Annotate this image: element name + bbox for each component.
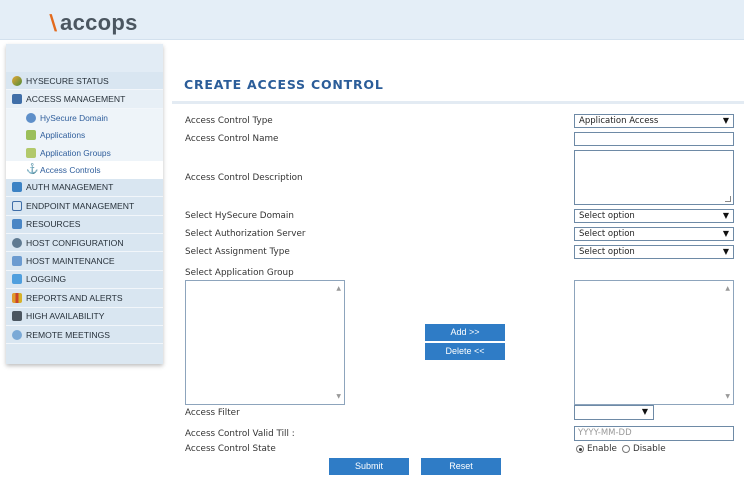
sidebar-subitem-access-controls[interactable] — [6, 161, 163, 179]
globe-icon — [26, 113, 36, 123]
anchor-icon: ⚓ — [26, 164, 39, 176]
title-divider — [172, 101, 744, 104]
label-access-filter: Access Filter — [185, 408, 240, 418]
resize-grip-icon[interactable] — [725, 196, 731, 202]
access-control-type-select[interactable] — [574, 114, 734, 128]
label-access-control-description: Access Control Description — [185, 173, 303, 183]
tools-icon — [12, 256, 22, 266]
sidebar-subitem-label: Applications — [40, 130, 86, 141]
delete-button[interactable]: Delete << — [425, 343, 505, 360]
sidebar-subitem-label: Application Groups — [40, 147, 111, 158]
log-icon — [12, 274, 22, 284]
sidebar-item-label: AUTH MANAGEMENT — [26, 182, 114, 193]
enable-radio-label: Enable — [587, 444, 617, 454]
chart-icon — [12, 293, 22, 303]
logo-text: accops — [60, 10, 138, 35]
sidebar-item-label: REPORTS AND ALERTS — [26, 292, 123, 303]
sidebar-item-label: LOGGING — [26, 274, 67, 285]
reset-button[interactable]: Reset — [421, 458, 501, 475]
dropdown-arrow-icon: ▼ — [722, 247, 729, 256]
sidebar-item-resources[interactable] — [6, 216, 163, 234]
access-control-name-input[interactable] — [574, 132, 734, 146]
label-application-group: Select Application Group — [185, 268, 294, 278]
scroll-up-icon[interactable]: ▲ — [336, 285, 341, 292]
selected-application-groups-list[interactable] — [574, 280, 734, 405]
access-filter-select[interactable] — [574, 405, 654, 420]
gear-icon — [12, 238, 22, 248]
valid-till-date-input[interactable]: YYYY-MM-DD — [574, 426, 734, 441]
accops-logo[interactable] — [46, 10, 138, 36]
lock-icon — [12, 182, 22, 192]
label-assignment-type: Select Assignment Type — [185, 247, 290, 257]
select-value: Select option — [579, 229, 635, 239]
label-valid-till: Access Control Valid Till : — [185, 429, 295, 439]
dropdown-arrow-icon: ▼ — [722, 116, 729, 125]
sidebar-item-host-configuration[interactable] — [6, 234, 163, 252]
select-value: Application Access — [579, 116, 659, 126]
dropdown-arrow-icon: ▼ — [641, 407, 648, 416]
assignment-type-select[interactable] — [574, 245, 734, 259]
enable-radio[interactable] — [576, 445, 584, 453]
endpoint-icon — [12, 201, 22, 211]
sidebar-spacer — [6, 44, 163, 72]
folder-group-icon — [26, 148, 36, 158]
sidebar-item-hysecure-status[interactable] — [6, 72, 163, 90]
sidebar-subitem-label: HySecure Domain — [40, 112, 108, 123]
label-authorization-server: Select Authorization Server — [185, 229, 306, 239]
dropdown-arrow-icon: ▼ — [722, 211, 729, 220]
select-value: Select option — [579, 247, 635, 257]
select-value: Select option — [579, 211, 635, 221]
scroll-down-icon[interactable]: ▼ — [336, 393, 341, 400]
sidebar-item-reports-and-alerts[interactable] — [6, 289, 163, 307]
sidebar-item-logging[interactable] — [6, 271, 163, 289]
folder-icon — [26, 130, 36, 140]
status-icon — [12, 76, 22, 86]
sidebar-menu — [6, 44, 163, 364]
resources-icon — [12, 219, 22, 229]
sidebar-item-label: ACCESS MANAGEMENT — [26, 94, 126, 105]
disable-radio-label: Disable — [632, 444, 666, 454]
authorization-server-select[interactable] — [574, 227, 734, 241]
scrollbar[interactable] — [332, 281, 344, 404]
sidebar-item-label: RESOURCES — [26, 219, 81, 230]
access-control-description-textarea[interactable] — [574, 150, 734, 205]
scroll-up-icon[interactable]: ▲ — [725, 285, 730, 292]
sidebar-item-label: HYSECURE STATUS — [26, 75, 109, 86]
submit-button[interactable]: Submit — [329, 458, 409, 475]
sidebar-item-label: REMOTE MEETINGS — [26, 329, 111, 340]
sidebar-item-auth-management[interactable] — [6, 179, 163, 197]
sidebar-subitem-label: Access Controls — [40, 165, 101, 176]
available-application-groups-list[interactable] — [185, 280, 345, 405]
sidebar-item-high-availability[interactable] — [6, 308, 163, 326]
state-radio-group — [576, 444, 666, 454]
page-title: CREATE ACCESS CONTROL — [184, 77, 384, 92]
sidebar-item-endpoint-management[interactable] — [6, 197, 163, 215]
hysecure-domain-select[interactable] — [574, 209, 734, 223]
meeting-icon — [12, 330, 22, 340]
label-access-control-name: Access Control Name — [185, 134, 279, 144]
sidebar-subitem-applications[interactable] — [6, 126, 163, 144]
sidebar-item-host-maintenance[interactable] — [6, 252, 163, 270]
scrollbar[interactable] — [721, 281, 733, 404]
label-hysecure-domain: Select HySecure Domain — [185, 211, 294, 221]
dropdown-arrow-icon: ▼ — [722, 229, 729, 238]
logo-mark-icon: ∖ — [46, 13, 60, 35]
sidebar-item-label: HOST CONFIGURATION — [26, 237, 124, 248]
label-access-control-type: Access Control Type — [185, 116, 273, 126]
scroll-down-icon[interactable]: ▼ — [725, 393, 730, 400]
sidebar-subitem-application-groups[interactable] — [6, 144, 163, 162]
add-button[interactable]: Add >> — [425, 324, 505, 341]
sidebar-item-label: ENDPOINT MANAGEMENT — [26, 200, 135, 211]
access-icon — [12, 94, 22, 104]
sidebar-item-access-management[interactable] — [6, 90, 163, 108]
sidebar-subitem-hysecure-domain[interactable] — [6, 109, 163, 127]
top-header-bar — [0, 0, 744, 40]
sidebar-item-label: HIGH AVAILABILITY — [26, 311, 105, 322]
disable-radio[interactable] — [622, 445, 630, 453]
label-access-control-state: Access Control State — [185, 444, 276, 454]
sidebar-item-label: HOST MAINTENANCE — [26, 256, 115, 267]
sidebar-item-remote-meetings[interactable] — [6, 326, 163, 344]
server-icon — [12, 311, 22, 321]
